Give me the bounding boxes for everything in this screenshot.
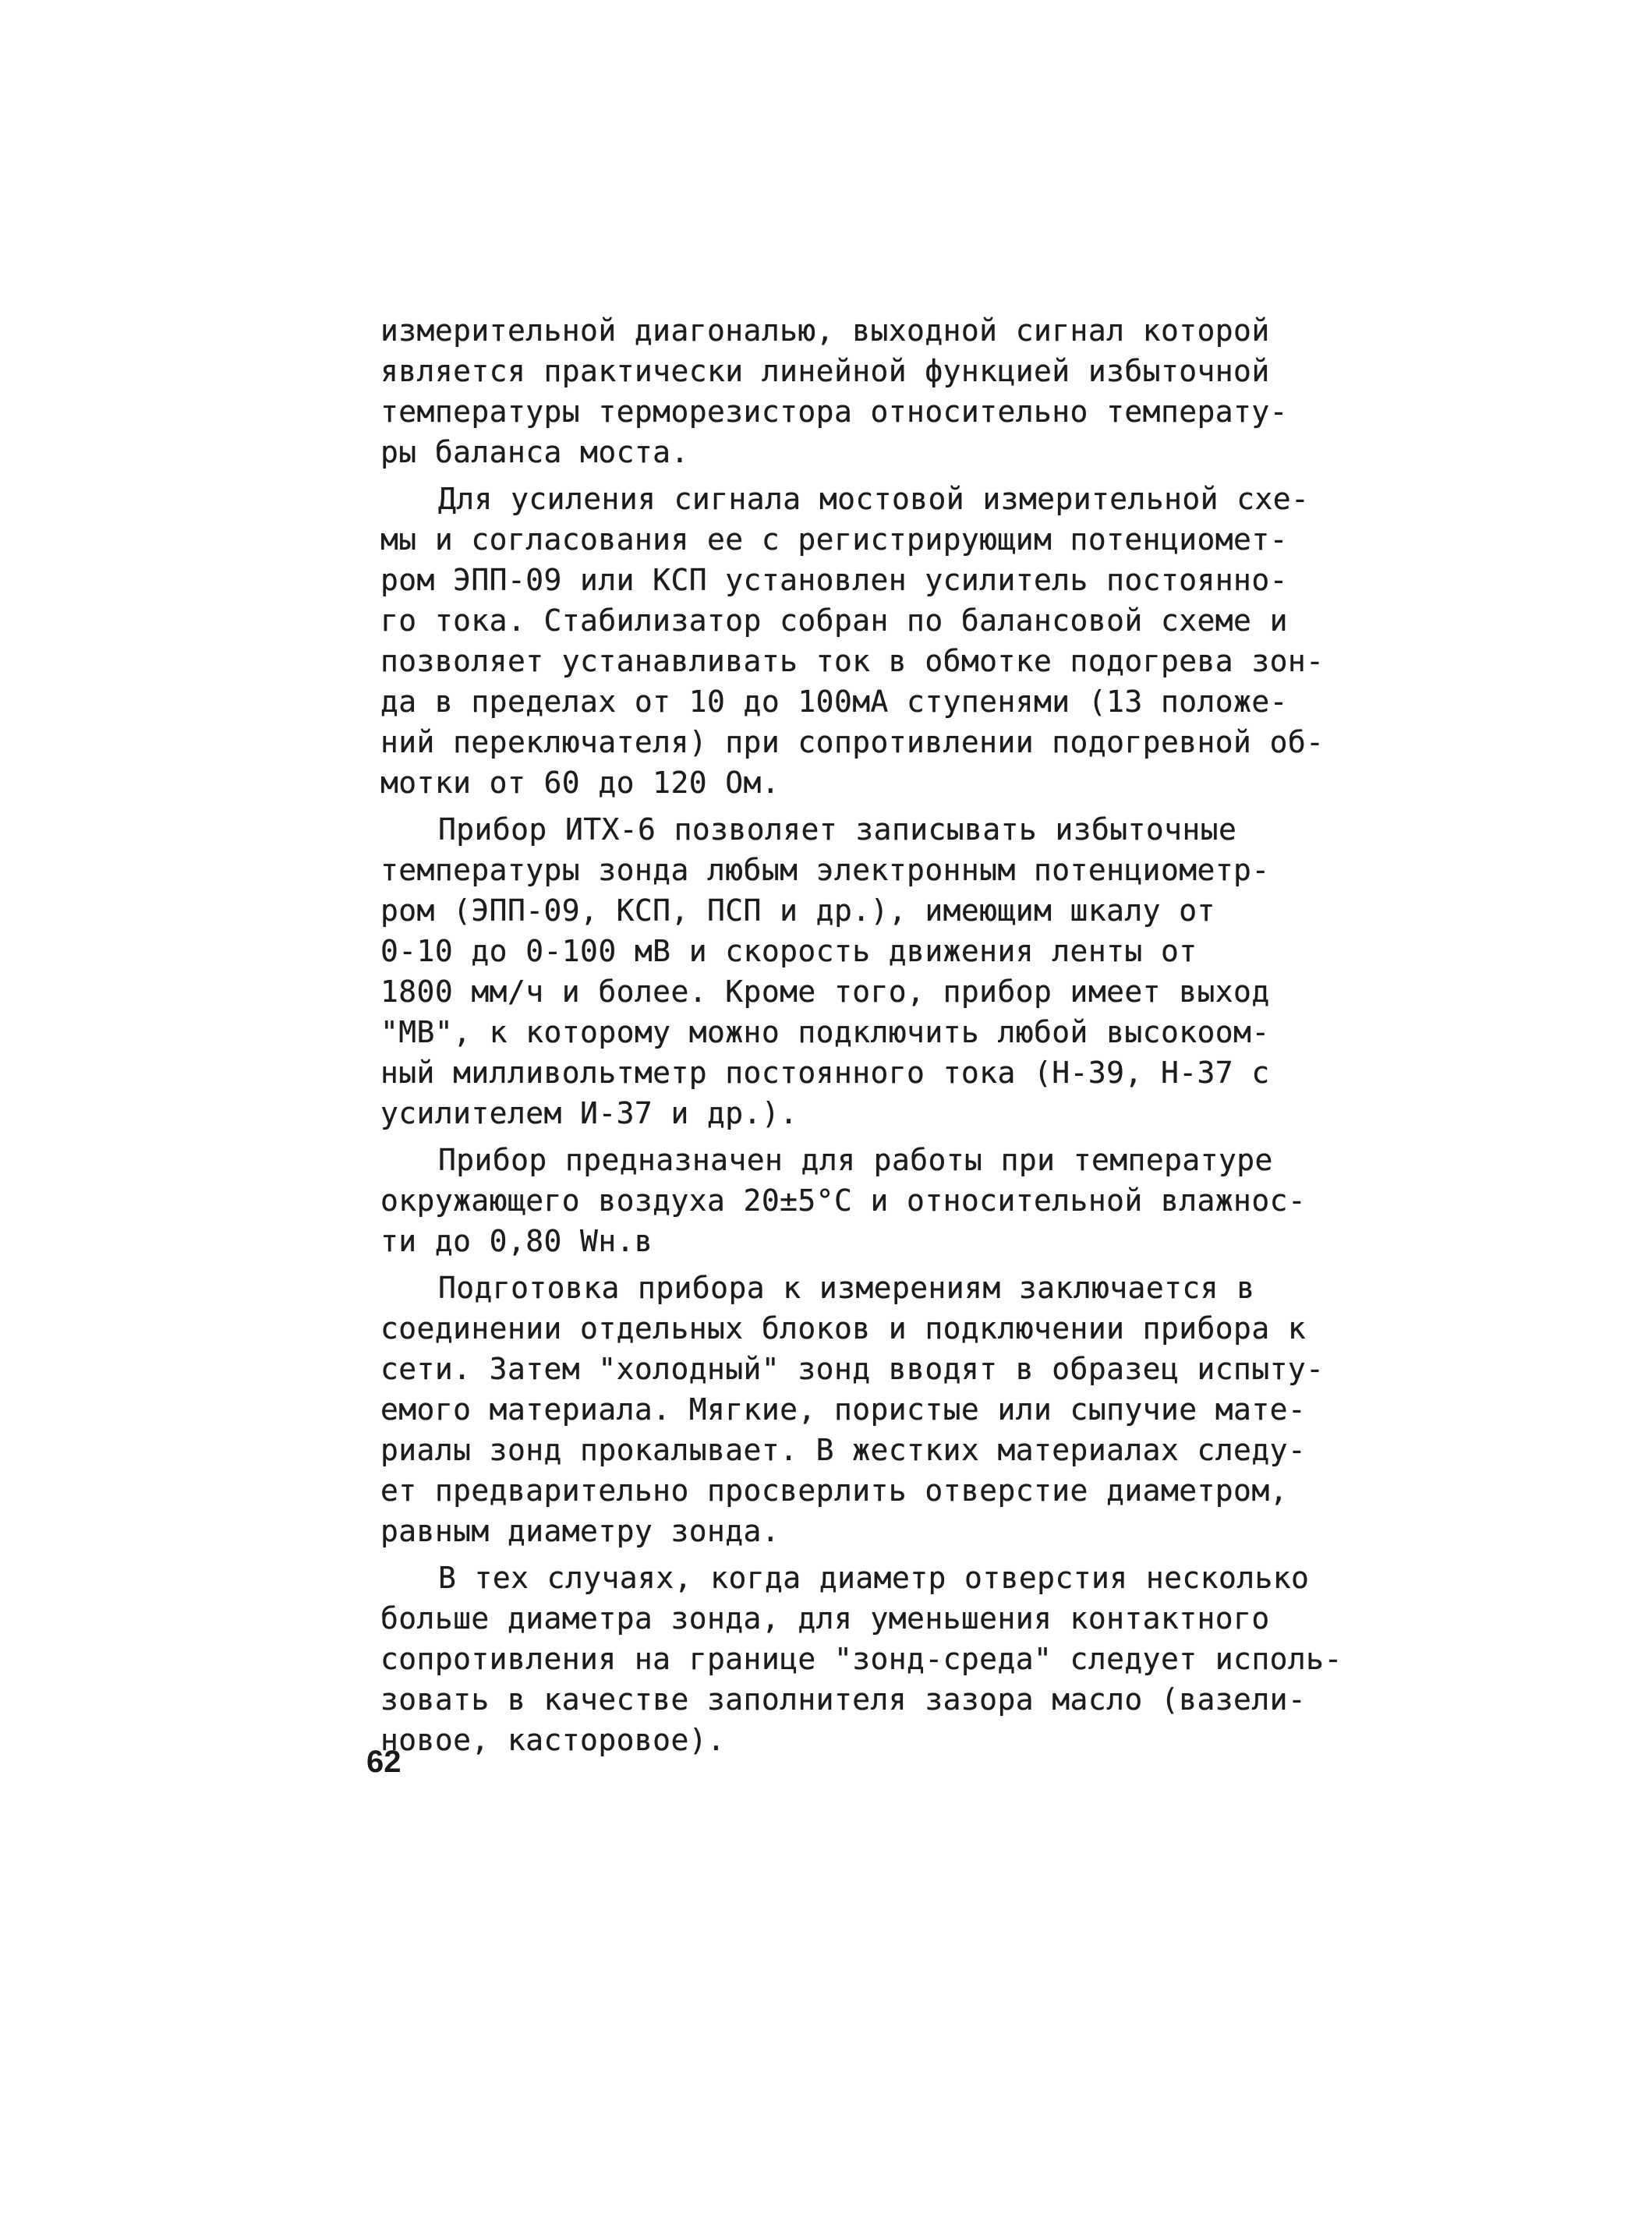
text-line: зовать в качестве заполнителя зазора масло (вазели-: [380, 1682, 1307, 1717]
text-line: мы и согласования ее с регистрирующим потенциомет-: [380, 522, 1288, 557]
text-line: ний переключателя) при сопротивлении подогревной об-: [380, 725, 1325, 759]
paragraph: [380, 1268, 1386, 1551]
text-line: усилителем И-37 и др.).: [380, 1096, 798, 1130]
text-line: да в пределах от 10 до 100мА ступенями (13 положе-: [380, 684, 1288, 719]
text-line: ры баланса моста.: [380, 435, 689, 469]
text-line: температуры зонда любым электронным потенциометр-: [380, 853, 1270, 887]
text-line: позволяет устанавливать ток в обмотке подогрева зон-: [380, 644, 1325, 678]
text-line: Прибор ИТХ-6 позволяет записывать избыточные: [438, 812, 1237, 847]
text-line: "МВ", к которому можно подключить любой высокоом-: [380, 1015, 1270, 1049]
text-line: В тех случаях, когда диаметр отверстия несколько: [438, 1561, 1310, 1595]
text-line: ти до 0,80 Wн.в: [380, 1224, 653, 1258]
paragraph: [380, 479, 1386, 803]
paragraph: [380, 1558, 1386, 1760]
text-line: измерительной диагональю, выходной сигнал которой: [380, 313, 1270, 348]
text-line: температуры терморезистора относительно температу-: [380, 394, 1288, 429]
text-line: Прибор предназначен для работы при температуре: [438, 1143, 1273, 1177]
text-line: Для усиления сигнала мостовой измерительной схе-: [438, 482, 1310, 516]
text-line: новое, касторовое).: [380, 1723, 726, 1757]
text-line: 1800 мм/ч и более. Кроме того, прибор имеет выход: [380, 974, 1270, 1009]
text-line: больше диаметра зонда, для уменьшения контактного: [380, 1601, 1270, 1636]
text-line: ный милливольтметр постоянного тока (Н-39, Н-37 с: [380, 1056, 1270, 1090]
text-line: емого материала. Мягкие, пористые или сыпучие мате-: [380, 1392, 1307, 1427]
text-line: Подготовка прибора к измерениям заключается в: [438, 1271, 1255, 1305]
body-text: [380, 310, 1386, 1760]
text-line: является практически линейной функцией избыточной: [380, 354, 1270, 388]
page-number: 62: [366, 1745, 402, 1779]
text-line: равным диаметру зонда.: [380, 1514, 780, 1548]
paragraph: [380, 809, 1386, 1134]
text-line: ет предварительно просверлить отверстие диаметром,: [380, 1473, 1288, 1508]
paragraph: [380, 1140, 1386, 1261]
text-line: сопротивления на границе "зонд-среда" следует исполь-: [380, 1642, 1342, 1676]
paragraph: [380, 310, 1386, 472]
text-line: ром ЭПП-09 или КСП установлен усилитель постоянно-: [380, 563, 1288, 597]
text-line: го тока. Стабилизатор собран по балансовой схеме и: [380, 603, 1288, 638]
text-line: сети. Затем "холодный" зонд вводят в образец испыту-: [380, 1352, 1325, 1386]
text-line: ром (ЭПП-09, КСП, ПСП и др.), имеющим шкалу от: [380, 893, 1215, 928]
text-line: соединении отдельных блоков и подключении прибора к: [380, 1311, 1307, 1346]
text-line: окружающего воздуха 20±5°С и относительной влажнос-: [380, 1183, 1307, 1218]
text-line: 0-10 до 0-100 мВ и скорость движения ленты от: [380, 934, 1197, 968]
text-line: мотки от 60 до 120 Ом.: [380, 766, 780, 800]
text-line: риалы зонд прокалывает. В жестких материалах следу-: [380, 1433, 1307, 1467]
